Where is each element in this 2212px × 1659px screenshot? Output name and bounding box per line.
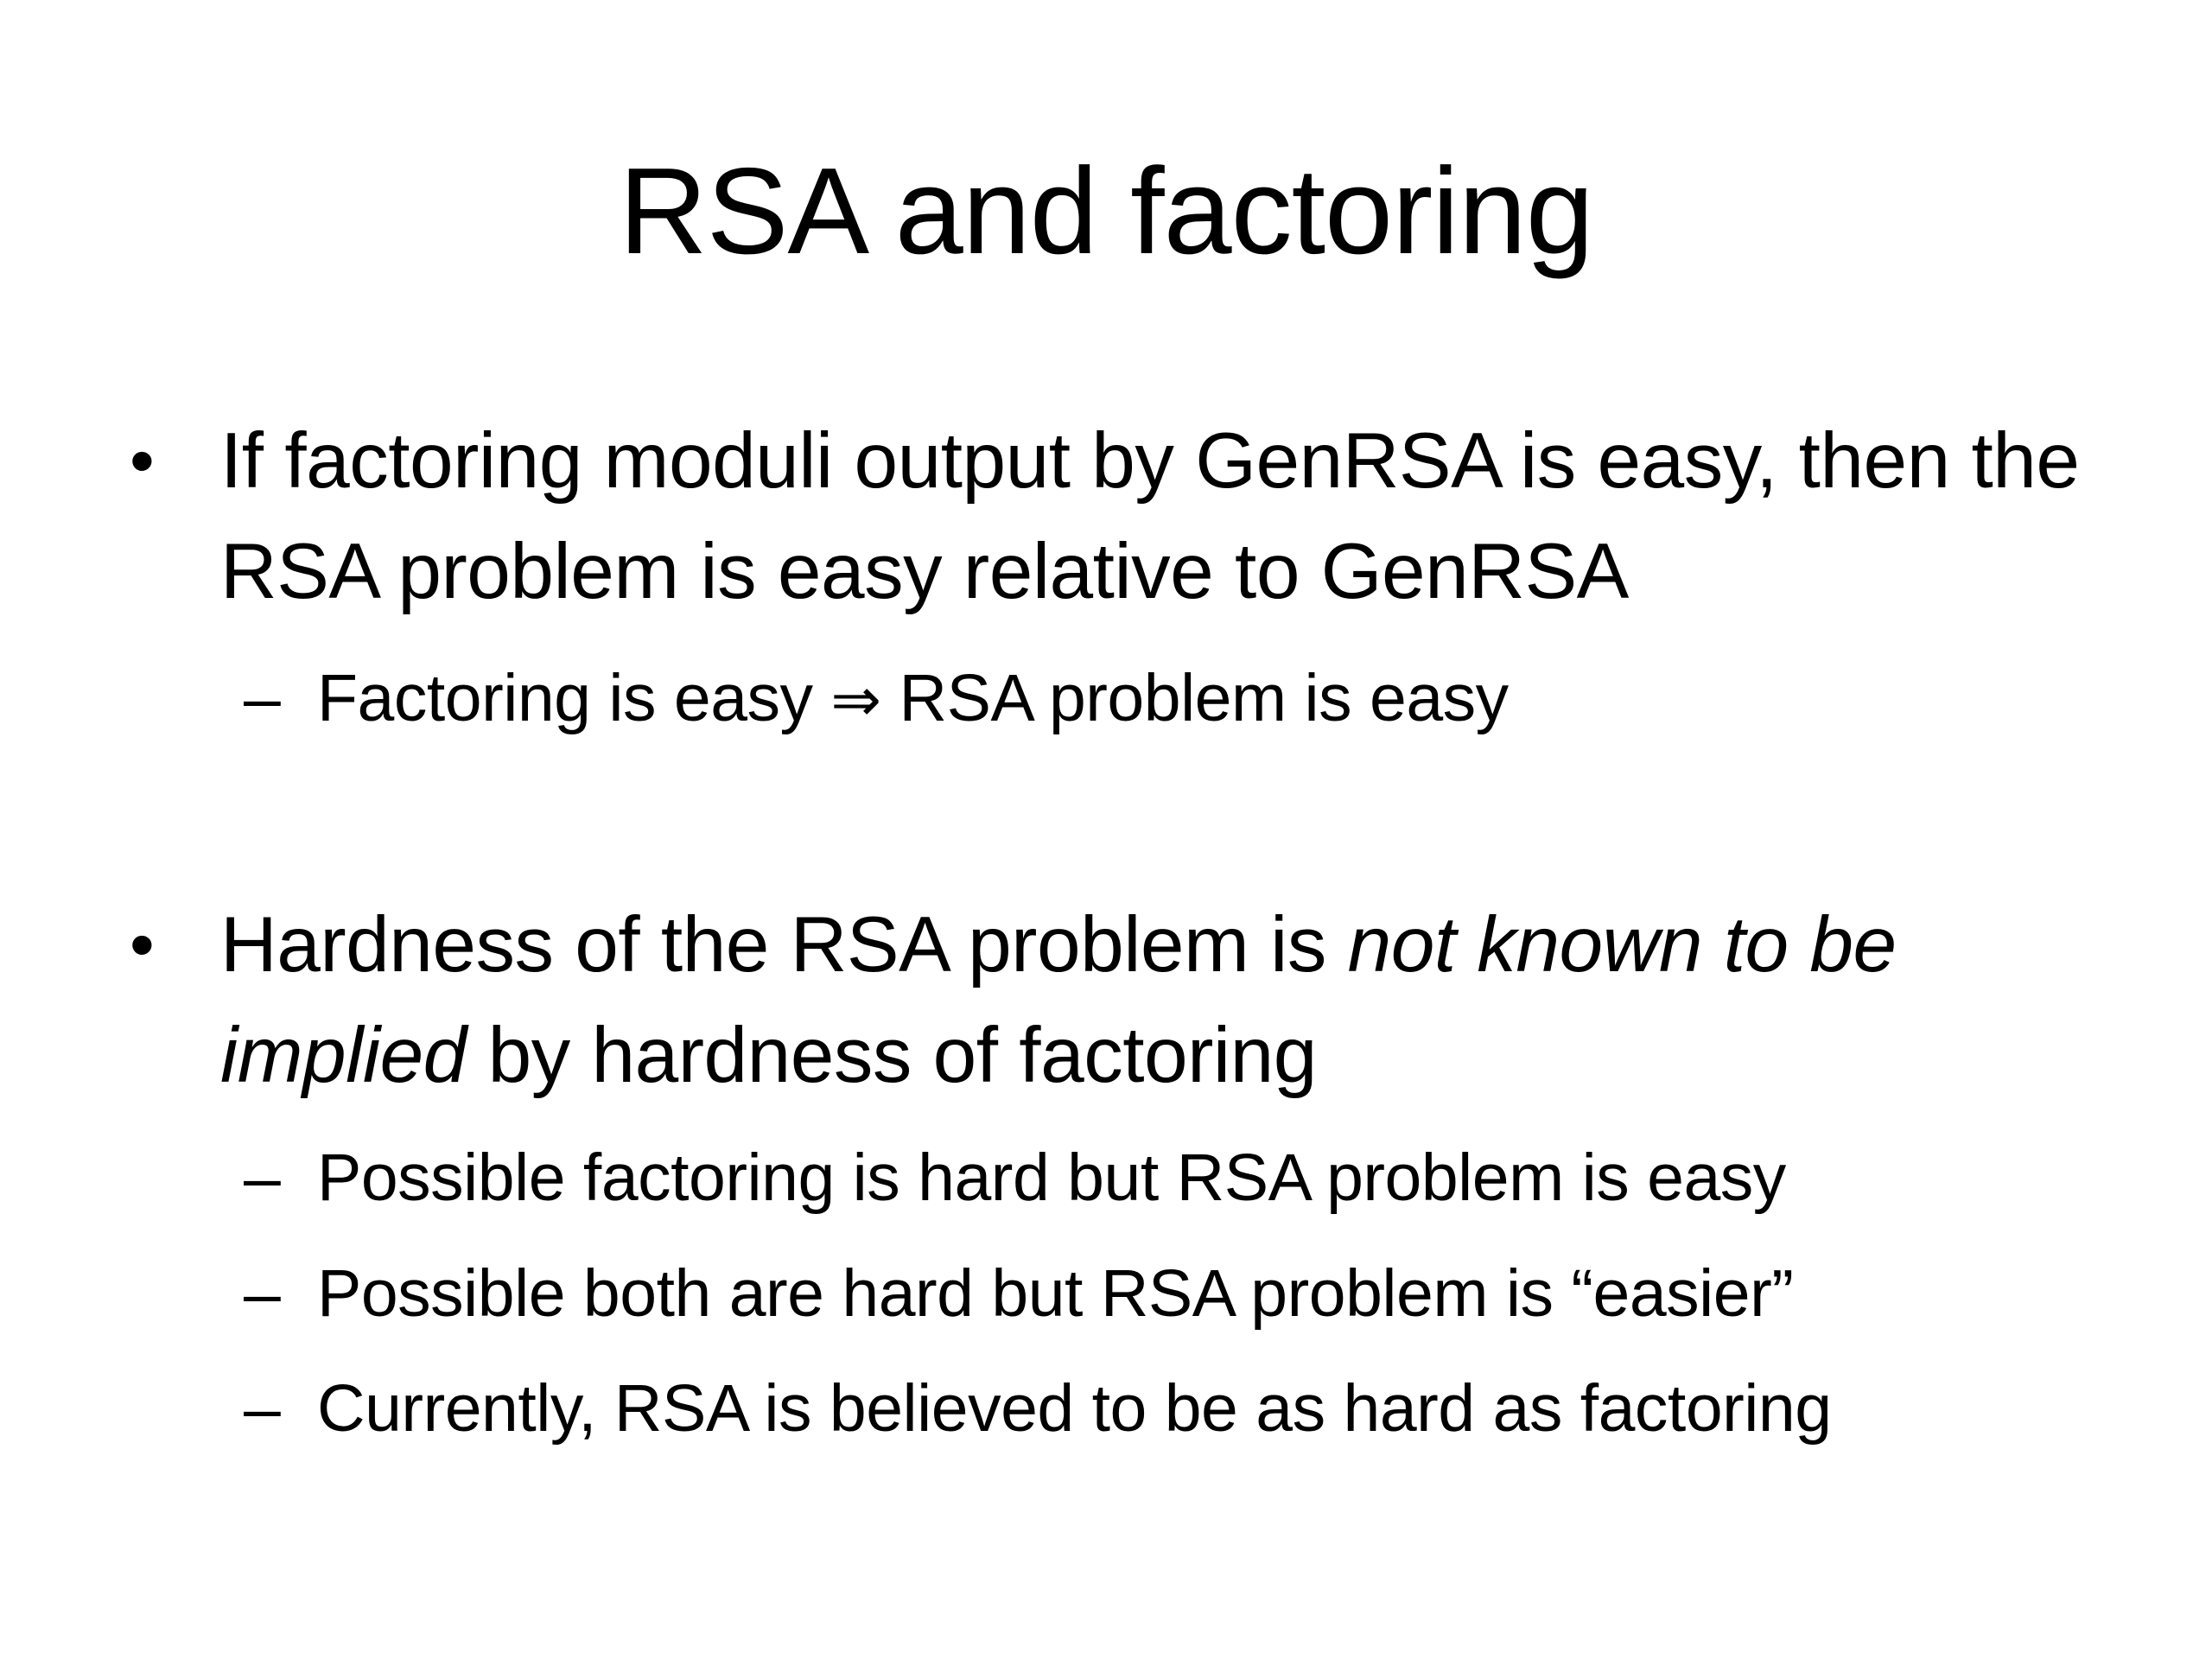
bullet-2-text (220, 890, 2117, 1111)
subbullet-text: Possible factoring is hard but RSA problem is easy (317, 1141, 1786, 1215)
bullet-1 (130, 406, 2117, 627)
bullet-dot: • (130, 906, 155, 984)
dash-symbol: – (244, 1256, 281, 1331)
bullet-2-subbullet-1 (244, 1135, 2145, 1221)
slide-title: RSA and factoring (619, 143, 1593, 280)
subbullet-text-after: RSA problem is easy (899, 661, 1509, 735)
bullet-dot: • (130, 422, 155, 500)
dash-symbol: – (244, 661, 281, 735)
bullet-2-subbullet-2 (244, 1250, 2145, 1337)
bullet-2 (130, 890, 2117, 1111)
bullet-2-text-before: Hardness of the RSA problem is (220, 901, 1326, 988)
bullet-1-text: If factoring moduli output by GenRSA is easy, then the RSA problem is easy relative to GenRSA (220, 417, 2080, 615)
bullet-2-text-after: by hardness of factoring (487, 1012, 1317, 1099)
subbullet-text-before: Factoring is easy (317, 661, 813, 735)
bullet-2-subbullet-3 (244, 1365, 2145, 1452)
implies-arrow: ⇒ (830, 664, 881, 735)
subbullet-text: Currently, RSA is believed to be as hard as factoring (317, 1371, 1832, 1446)
bullet-2-text-emphasis: not known to be implied (220, 901, 1897, 1099)
subbullet-text: Possible both are hard but RSA problem is “easier” (317, 1256, 1794, 1331)
dash-symbol: – (244, 1371, 281, 1446)
dash-symbol: – (244, 1141, 281, 1215)
bullet-1-subbullet-1 (244, 655, 2145, 743)
